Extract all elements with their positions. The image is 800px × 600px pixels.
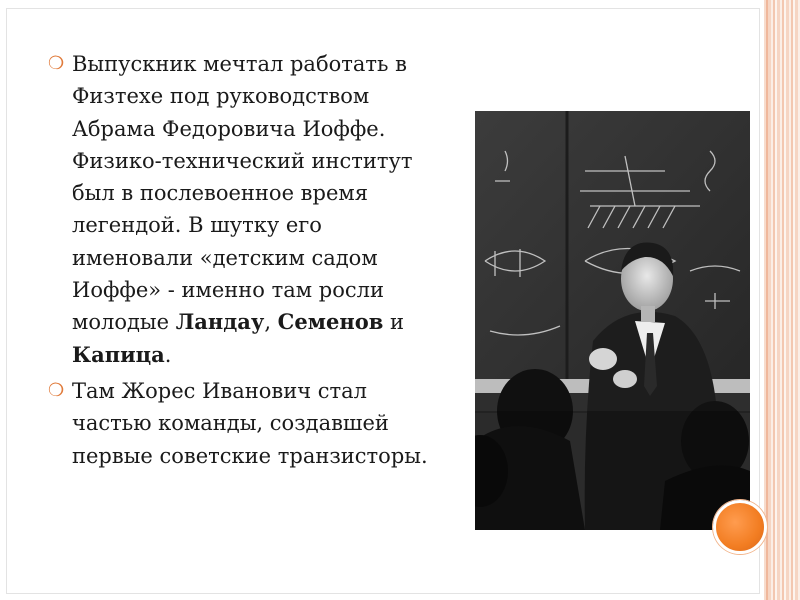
- text-segment: ,: [264, 310, 278, 335]
- text-segment: Выпускник мечтал работать в Физтехе под руководством Абрама Федоровича Иоффе. Физико-технический институт был в послевоенное время легендой. В шутку его именовали «детским садом Иоффе» - именно там росли молодые: [72, 52, 413, 335]
- bullet-text: [72, 52, 412, 367]
- name-semenov: Семенов: [277, 309, 384, 335]
- orange-circle-ornament: [713, 500, 767, 554]
- bullet-text: Там Жорес Иванович стал частью команды, создавшей первые советские транзисторы.: [72, 378, 428, 468]
- text-body: [48, 48, 448, 472]
- text-segment: .: [164, 342, 172, 367]
- text-segment: и: [383, 310, 404, 335]
- lecture-photo: [475, 111, 750, 530]
- bullet-icon: ❍: [48, 53, 65, 74]
- bullet-item: [48, 375, 448, 472]
- name-kapitsa: Капица: [72, 341, 165, 367]
- decorative-border: [766, 0, 800, 600]
- bullet-item: [48, 48, 448, 371]
- name-landau: Ландау: [175, 309, 265, 335]
- bullet-icon: ❍: [48, 379, 65, 401]
